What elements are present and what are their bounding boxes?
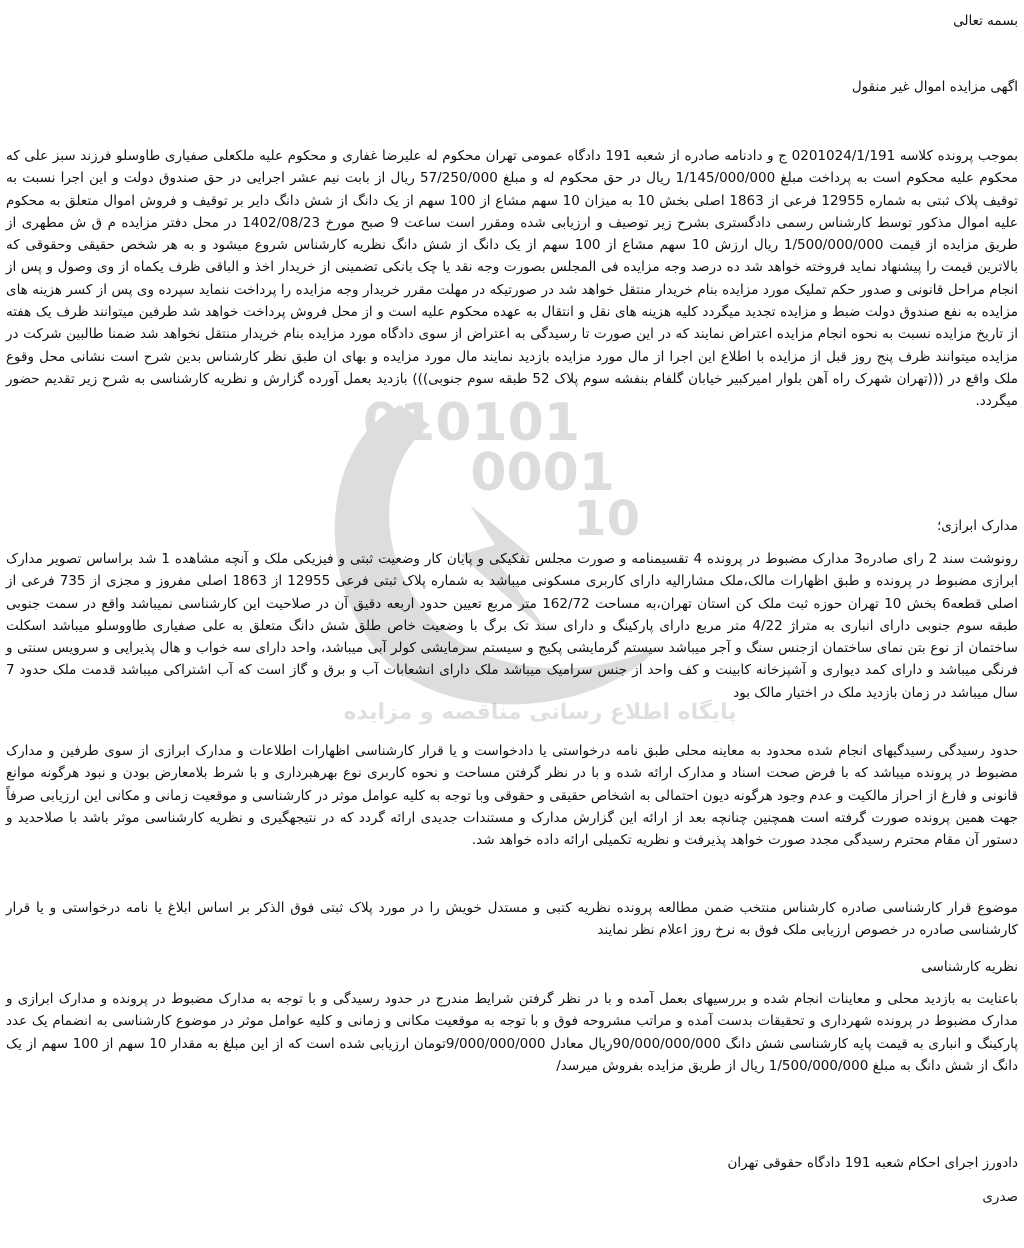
watermark-digits-3: 10 [573,491,640,547]
documents-paragraph: رونوشت سند 2 رای صادره3 مدارک مضبوط در پرونده 4 تقسیمنامه و صورت مجلس تفکیکی و پایان کار وضعیت ثبتی و فیزیکی ملک و آنچه مشاهده 1 شد براساس تصویر مدارک ابرازی مضبوط در پرونده و طبق اظهارات مالک،ملک مشارالیه دارای کاربری مسکونی میباشد به شماره پلاک ثبتی فرعی 12955 از 1863 اصلی مفروز و مجزی از 735 فرعی از اصلی قطعه6 بخش 10 تهران حوزه ثبت ملک کن استان تهران،به مساحت 162/72 متر مربع تعیین حدود اربعه دقیق آن در صلاحیت این کارشناسی نمیباشد واقع در سمت جنوبی طبقه سوم جنوبی دارای انباری به متراژ 4/22 متر مربع دارای پارکینگ و دارای سند تک برگ با وضعیت خاص طلق شش دانگ متعلق به علی صفیاری طاووسلو میباشد اسکلت ساختمان از نوع بتن نمای ساختمان ازجنس سنگ و آجر میباشد سیستم گرمایشی پکیج و سیستم سرمایشی کولر آبی میباشد، واحد دارای سه خواب و هال پذیرایی و سرویس سنتی و فرنگی میباشد و دارای کمد دیواری و آشپزخانه کابینت و کف واحد از جنس سرامیک میباشد ملک دارای انشعابات آب و برق و گاز است که آب اشتراکی میباشد قدمت ملک حدود 7 سال میباشد در زمان بازدید ملک در اختیار مالک بود [6,551,1019,701]
subject-paragraph: موضوع قرار کارشناسی صادره کارشناس منتخب ضمن مطالعه پرونده نظریه کتبی و مستدل خویش را در مورد پلاک ثبتی فوق الذکر بر اساس ابلاغ یا نامه درخواستی و یا قرار کارشناسی صادره در خصوص ارزیابی ملک فوق به نرخ روز اعلام نظر نمایند [6,900,1018,939]
watermark-digits-1: 010101 [362,393,580,453]
watermark-caption: پایگاه اطلاع رسانی مناقصه و مزایده [343,700,737,725]
opinion-paragraph: باعنایت به بازدید محلی و معاینات انجام شده و بررسیهای بعمل آمده و با در نظر گرفتن شرایط مندرج در حدود رسیدگی و با توجه به مدارک مضبوط در پرونده و مدارک ابرازی و مدارک مضبوط در پرونده شهرداری و تحقیقات بدست آمده و مراتب مشروحه فوق و با توجه به موقعیت مکانی و زمانی و کلیه عوامل موثر در موضوع کارشناسی به انضمام یک عدد پارکینگ و انباری به قیمت پایه کارشناسی شش دانگ 90/000/000/000ریال معادل 9/000/000/000تومان ارزیابی شده است که از این مبلغ به مقدار 10 سهم از 100 سهم از یک دانگ از شش دانگ به مبلغ 1/500/000/000 ریال از طریق مزایده بفروش میرسد/ [6,991,1018,1074]
intro-paragraph: بموجب پرونده کلاسه 0201024/1/191 ج و دادنامه صادره از شعبه 191 دادگاه عمومی تهران محکوم له علیرضا غفاری و محکوم علیه ملکعلی صفیاری طاوسلو فرزند سبز علی که محکوم علیه محکوم است به پرداخت مبلغ 1/145/000/000 ریال در حق محکوم له و مبلغ 57/250/000 ریال از بابت نیم عشر اجرایی در حق صندوق دولت و این اجرا نسبت به توقیف پلاک ثبتی به شماره 12955 فرعی از 1863 اصلی بخش 10 به میزان 10 سهم مشاع از 100 سهم از یک دانگ از شش دانگ دایر بر توقیف و فروش اموال متعلق به محکوم علیه اموال مذکور توسط کارشناس رسمی دادگستری بشرح زیر توصیف و ارزیابی شده ومقرر است ساعت 9 صبح مورخ 1402/08/23 در محل دفتر مزایده م ق ش مطهری از طریق مزایده از قیمت 1/500/000/000 ریال ارزش 10 سهم مشاع از 100 سهم از یک دانگ از شش دانگ نظریه کارشناس شروع میشود و به هر شخص حقیقی وحقوقی که بالاترین قیمت را پیشنهاد نماید فروخته خواهد شد ده درصد وجه مزایده فی المجلس بصورت وجه نقد یا چک بانکی تضمینی از خریدار اخذ و الباقی ظرف یکماه از وی وصول و پس از انجام مراحل قانونی و صدور حکم تملیک مورد مزایده بنام خریدار منتقل خواهد شد در صورتیکه در مهلت مقرر خریدار وجه مزایده را پرداخت ننماید سپرده وی پس از کسر هزینه های مزایده به نفع صندوق دولت ضبط و مزایده تجدید میگردد کلیه هزینه های نقل و انتقال به عهده محکوم علیه است و از محل فروش پرداخت خواهد شد طرفین میتوانند ظرف یک هفته از تاریخ مزایده نسبت به نحوه انجام مزایده اعتراض نمایند که در این صورت تا رسیدگی به اعتراض از سوی دادگاه مورد مزایده بنام خریدار منتقل نخواهد شد ضمنا طالبین شرکت در مزایده میتوانند ظرف پنج روز قبل از مزایده با اطلاع این اجرا از مال مورد مزایده بازدید نمایند مال مورد مزایده و بهای ان طبق نظر کارشناس بدین شرح است نشانی محل وقوع ملک واقع در (((تهران شهرک راه آهن بلوار امیرکبیر خیابان گلفام بنفشه سوم پلاک 52 طبقه سوم جنوبی))) بازدید بعمل آورده گزارش و نظریه کارشناسی به شرح زیر تقدیم حضور میگردد. [6,148,1019,410]
basmala: بسمه تعالی [953,13,1018,29]
auction-notice-page [6,0,1018,1248]
signature-title: دادورز اجرای احکام شعبه 191 دادگاه حقوقی تهران [727,1155,1018,1171]
notice-title: اگهی مزایده اموال غیر منقول [851,79,1018,95]
signature-name: صدری [982,1189,1018,1205]
scope-paragraph: حدود رسیدگی رسیدگیهای انجام شده محدود به معاینه محلی طبق نامه درخواستی یا دادخواست و یا قرار کارشناسی اظهارات اطلاعات و مدارک ابرازی از سوی طرفین و مدارک مضبوط در پرونده میباشد که با فرض صحت اسناد و مدارک ارائه شده و با در نظر گرفتن مساحت و نحوه کاربری نوع بهرهبرداری و با شرط بلامعارض بودن و نبود هرگونه موانع قانونی و فارغ از احراز مالکیت و عدم وجود هرگونه دیون احتمالی به اشخاص حقیقی و حقوقی وبا توجه به کلیه عوامل موثر در کارشناسی و موقعیت زمانی و مکانی این ارزیابی صرفاً جهت همین پرونده صورت گرفته است همچنین چنانچه بعد از ارائه این گزارش مدارک و مستندات جدیدی ارائه گردد که در نتیجهگیری و نظریه کارشناسی موثر باشد با صلاحدید و دستور آن مقام محترم رسیدگی مجدد صورت خواهد پذیرفت و نظریه تکمیلی ارائه داده خواهد شد. [6,743,1018,849]
watermark-digits-2: 0001 [470,443,615,503]
documents-heading: مدارک ابرازی؛ [936,518,1018,534]
opinion-heading: نظریه کارشناسی [921,959,1018,975]
